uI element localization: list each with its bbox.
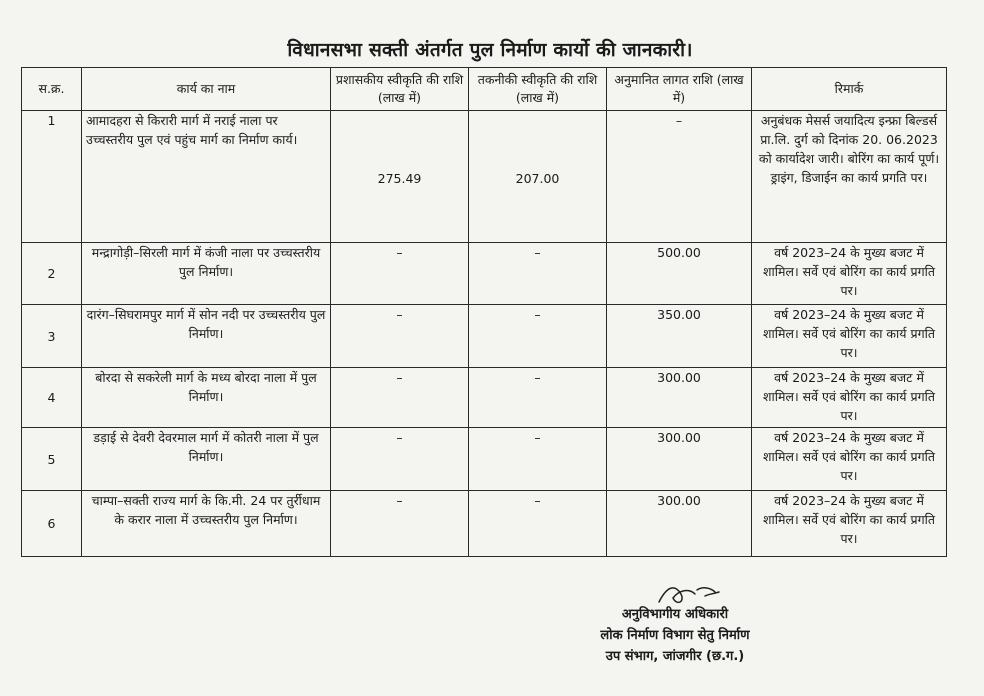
column-header-estimated-cost: अनुमानित लागत राशि (लाख में) [607,68,752,111]
table-row [22,428,947,491]
work-name-cell: चाम्पा–सक्ती राज्य मार्ग के कि.मी. 24 पर तुर्रीधाम के करार नाला में उच्चस्तरीय पुल निर्माण। [82,491,331,557]
column-header-serial: स.क्र. [22,68,82,111]
admin-approval-cell: 275.49 [331,111,469,243]
table-row [22,243,947,305]
admin-approval-cell: – [331,428,469,491]
estimated-cost-cell: 300.00 [607,368,752,428]
work-name-cell: आमादहरा से किरारी मार्ग में नराई नाला पर उच्चस्तरीय पुल एवं पहुंच मार्ग का निर्माण कार्य। [82,111,331,243]
remark-cell: वर्ष 2023–24 के मुख्य बजट में शामिल। सर्वे एवं बोरिंग का कार्य प्रगति पर। [752,243,947,305]
technical-approval-cell: 207.00 [469,111,607,243]
work-name-cell: मन्द्रागोड़ी–सिरली मार्ग में कंजी नाला पर उच्चस्तरीय पुल निर्माण। [82,243,331,305]
column-header-work-name: कार्य का नाम [82,68,331,111]
serial-cell: 3 [22,305,82,368]
estimated-cost-cell: – [607,111,752,243]
column-header-technical-approval: तकनीकी स्वीकृति की राशि (लाख में) [469,68,607,111]
work-name-cell: बोरदा से सकरेली मार्ग के मध्य बोरदा नाला में पुल निर्माण। [82,368,331,428]
admin-approval-cell: – [331,368,469,428]
table-header-row [22,68,947,111]
signature-office: उप संभाग, जांजगीर (छ.ग.) [605,649,745,664]
estimated-cost-cell: 300.00 [607,428,752,491]
technical-approval-cell: – [469,368,607,428]
table-row [22,491,947,557]
serial-cell: 6 [22,491,82,557]
column-header-remark: रिमार्क [752,68,947,111]
table-row [22,111,947,243]
signature-block [575,604,775,667]
remark-cell: वर्ष 2023–24 के मुख्य बजट में शामिल। सर्वे एवं बोरिंग का कार्य प्रगति पर। [752,305,947,368]
remark-cell: वर्ष 2023–24 के मुख्य बजट में शामिल। सर्वे एवं बोरिंग का कार्य प्रगति पर। [752,428,947,491]
admin-approval-cell: – [331,305,469,368]
admin-approval-cell: – [331,243,469,305]
works-table [21,67,947,557]
document-title: विधानसभा सक्ती अंतर्गत पुल निर्माण कार्यो की जानकारी। [287,39,693,61]
serial-cell: 2 [22,243,82,305]
technical-approval-cell: – [469,428,607,491]
estimated-cost-cell: 500.00 [607,243,752,305]
remark-cell: वर्ष 2023–24 के मुख्य बजट में शामिल। सर्वे एवं बोरिंग का कार्य प्रगति पर। [752,491,947,557]
estimated-cost-cell: 350.00 [607,305,752,368]
column-header-admin-approval: प्रशासकीय स्वीकृति की राशि (लाख में) [331,68,469,111]
technical-approval-cell: – [469,305,607,368]
remark-cell: अनुबंधक मेसर्स जयादित्य इन्फ्रा बिल्डर्स प्रा.लि. दुर्ग को दिनांक 20. 06.2023 को कार्यादेश जारी। बोरिंग का कार्य पूर्ण। ड्राइंग, डिजाईन का कार्य प्रगति पर। [752,111,947,243]
signature-designation: अनुविभागीय अधिकारी [621,607,729,622]
table-row [22,305,947,368]
technical-approval-cell: – [469,491,607,557]
estimated-cost-cell: 300.00 [607,491,752,557]
serial-cell: 4 [22,368,82,428]
admin-approval-cell: – [331,491,469,557]
serial-cell: 5 [22,428,82,491]
work-name-cell: दारंग–सिघरामपुर मार्ग में सोन नदी पर उच्चस्तरीय पुल निर्माण। [82,305,331,368]
serial-cell: 1 [22,111,82,243]
remark-cell: वर्ष 2023–24 के मुख्य बजट में शामिल। सर्वे एवं बोरिंग का कार्य प्रगति पर। [752,368,947,428]
table-row [22,368,947,428]
work-name-cell: डड़ाई से देवरी देवरमाल मार्ग में कोतरी नाला में पुल निर्माण। [82,428,331,491]
signature-department: लोक निर्माण विभाग सेतु निर्माण [600,628,750,643]
technical-approval-cell: – [469,243,607,305]
